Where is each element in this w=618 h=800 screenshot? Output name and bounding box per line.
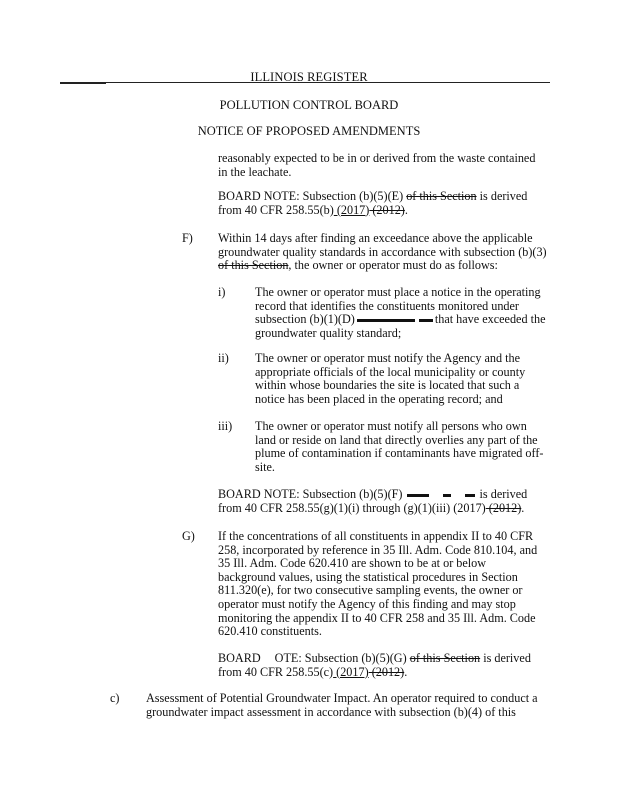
sub-i-line-3a: subsection (b)(1)(D) [255, 312, 355, 327]
sub-i-line-1: The owner or operator must place a notice in the operating [255, 285, 541, 299]
sub-i-line-4: groundwater quality standard; [255, 325, 402, 340]
note-e-text-1: BOARD NOTE: Subsection (b)(5)(E) [218, 189, 407, 203]
sub-ii-line-3: within whose boundaries the site is located that such a [255, 378, 520, 393]
note-f-end: . [521, 500, 525, 515]
notice-title: NOTICE OF PROPOSED AMENDMENTS [197, 124, 421, 138]
item-g-line-5: 811.320(e), for two consecutive sampling events, the owner or [218, 583, 523, 598]
note-g-line2: from 40 CFR 258.55(c) [218, 664, 334, 679]
note-g-text-1b: OTE: Subsection (b)(5)(G) [274, 651, 410, 665]
redaction-mark [419, 319, 433, 322]
item-c-text [146, 692, 538, 719]
sub-ii-label: ii) [218, 351, 229, 365]
note-f-text-1: BOARD NOTE: Subsection (b)(5)(F) [218, 487, 403, 501]
board-note-g [218, 652, 531, 679]
note-f-struck: (2012) [485, 500, 522, 515]
item-c-label: c) [110, 691, 120, 705]
item-g-line-8: 620.410 constituents. [218, 624, 322, 639]
note-f-line2: from 40 CFR 258.55(g)(1)(i) through (g)(1)(iii) (2017) [218, 500, 486, 515]
note-e-struck: of this Section [406, 189, 477, 203]
item-g-line-1: If the concentrations of all constituents in appendix II to 40 CFR [218, 529, 534, 543]
sub-ii-text [255, 352, 525, 406]
sub-ii-line-2: appropriate officials of the local municipality or county [255, 364, 526, 379]
item-f-line-3: , the owner or operator must do as follows: [288, 258, 498, 273]
item-g-line-2: 258, incorporated by reference in 35 Ill. Adm. Code 810.104, and [218, 542, 538, 557]
sub-iii-line-1: The owner or operator must notify all persons who own [255, 419, 527, 433]
sub-iii-line-4: site. [255, 459, 275, 474]
note-e-end: . [404, 202, 408, 217]
sub-i-text [255, 286, 545, 340]
note-g-inserted: (2017) [333, 664, 369, 679]
sub-ii-line-1: The owner or operator must notify the Agency and the [255, 351, 521, 365]
header-rule [60, 82, 550, 83]
note-g-end: . [404, 664, 408, 679]
sub-iii-line-3: plume of contamination if contaminants have migrated off- [255, 446, 544, 461]
redaction-mark [357, 319, 415, 322]
item-c-line-2: groundwater impact assessment in accordance with subsection (b)(4) of this [146, 704, 516, 719]
sub-iii-label: iii) [218, 419, 233, 433]
redaction-mark [407, 494, 429, 497]
sub-iii-line-2: land or reside on land that directly overlies any part of the [255, 432, 538, 447]
redaction-mark [465, 494, 475, 497]
sub-i-label: i) [218, 285, 226, 299]
note-g-struck-2: (2012) [368, 664, 405, 679]
board-note-f [218, 488, 527, 515]
item-f-label: F) [182, 231, 193, 245]
continuation-line-1: reasonably expected to be in or derived from the waste contained [218, 151, 536, 165]
item-g-label: G) [182, 529, 195, 543]
note-f-text-2: is derived [479, 487, 528, 501]
item-f-text [218, 232, 547, 273]
header-rule-accent [60, 82, 106, 84]
continuation-line-2: in the leachate. [218, 164, 292, 179]
item-c-line-1: Assessment of Potential Groundwater Impact. An operator required to conduct a [146, 691, 538, 705]
board-title: POLLUTION CONTROL BOARD [219, 98, 399, 112]
note-g-text-1: BOARD [218, 651, 261, 665]
item-g-line-4: background values, using the statistical procedures in Section [218, 569, 518, 584]
sub-i-line-2: record that identifies the constituents monitored under [255, 298, 519, 313]
item-g-line-3: 35 Ill. Adm. Code 620.410 are shown to be at or below [218, 556, 487, 571]
sub-ii-line-4: notice has been placed in the operating record; and [255, 391, 503, 406]
sub-i-line-3b: that have exceeded the [434, 312, 546, 327]
redaction-mark [443, 494, 451, 497]
note-g-struck: of this Section [409, 651, 481, 665]
note-e-line2: from 40 CFR 258.55(b) [218, 202, 334, 217]
item-g-text [218, 530, 537, 639]
item-f-struck: of this Section [218, 258, 289, 273]
item-g-line-7: monitoring the appendix II to 40 CFR 258 and 35 Ill. Adm. Code [218, 610, 536, 625]
board-note-e [218, 190, 527, 217]
register-title: ILLINOIS REGISTER [250, 70, 368, 84]
item-f-line-2: groundwater quality standards in accordance with subsection (b)(3) [218, 244, 547, 259]
note-e-text-2: is derived [476, 189, 528, 203]
note-g-text-2: is derived [480, 651, 531, 665]
note-e-inserted: (2017) [333, 202, 370, 217]
item-f-line-1: Within 14 days after finding an exceedance above the applicable [218, 231, 533, 245]
item-g-line-6: operator must notify the Agency of this finding and may stop [218, 596, 516, 611]
sub-iii-text [255, 420, 543, 474]
continuation-text [218, 152, 535, 179]
note-e-struck-2: (2012) [369, 202, 405, 217]
